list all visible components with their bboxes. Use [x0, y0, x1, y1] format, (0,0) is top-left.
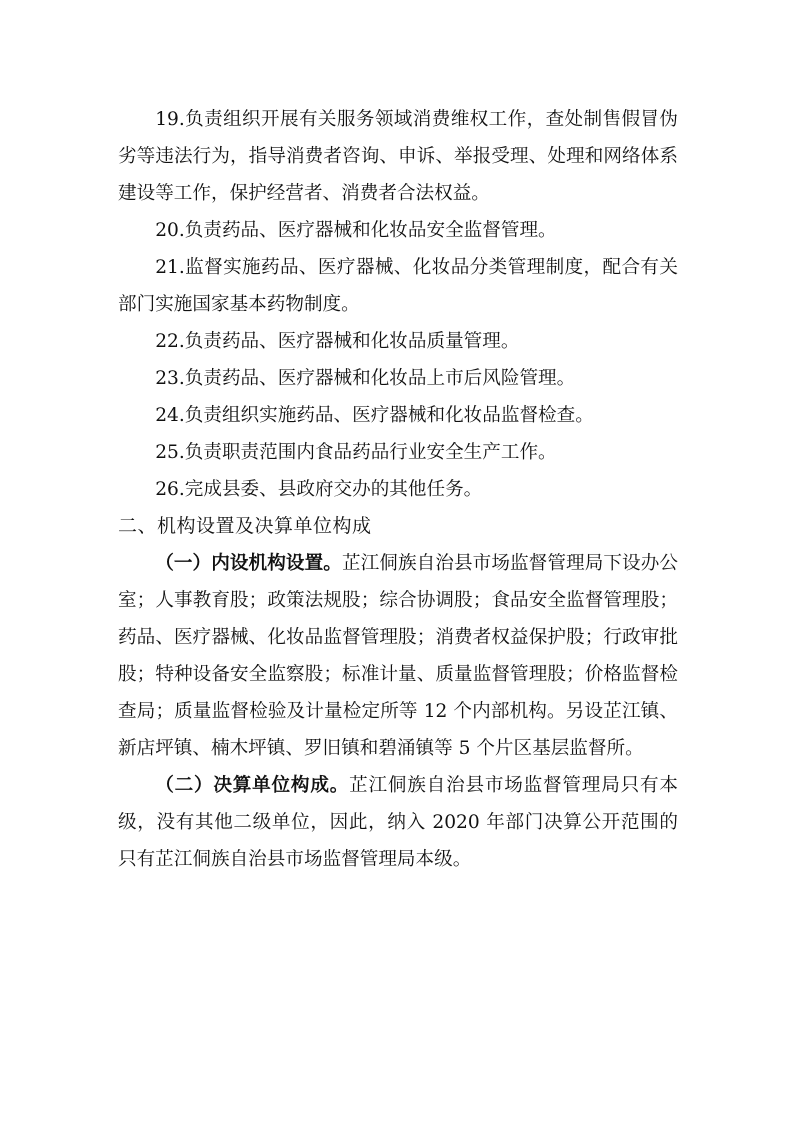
list-item: 23.负责药品、医疗器械和化妆品上市后风险管理。	[155, 368, 576, 389]
document-body	[118, 101, 678, 878]
subsection-text-2: 芷江侗族自治县市场监督管理局只有本级，没有其他二级单位，因此，纳入 2020 年部门决算公开范围的只有芷江侗族自治县市场监督管理局本级。	[118, 775, 678, 870]
list-item: 21.监督实施药品、医疗器械、化妆品分类管理制度，配合有关部门实施国家基本药物制度。	[118, 257, 678, 315]
subsection-title-1: （一）内设机构设置。	[155, 553, 342, 574]
list-item: 24.负责组织实施药品、医疗器械和化妆品监督检查。	[155, 405, 594, 426]
list-item: 26.完成县委、县政府交办的其他任务。	[155, 479, 483, 500]
list-item: 25.负责职责范围内食品药品行业安全生产工作。	[155, 442, 557, 463]
subsection-paragraph-1	[118, 545, 678, 767]
subsection-title-2: （二）决算单位构成。	[155, 775, 350, 796]
list-item: 22.负责药品、医疗器械和化妆品质量管理。	[155, 331, 520, 352]
subsection-paragraph-2	[118, 767, 678, 878]
list-item: 19.负责组织开展有关服务领域消费维权工作，查处制售假冒伪劣等违法行为，指导消费者咨询、申诉、举报受理、处理和网络体系建设等工作，保护经营者、消费者合法权益。	[118, 109, 678, 204]
list-item: 20.负责药品、医疗器械和化妆品安全监督管理。	[155, 220, 557, 241]
section-heading: 二、机构设置及决算单位构成	[118, 515, 372, 537]
subsection-text-1: 芷江侗族自治县市场监督管理局下设办公室；人事教育股；政策法规股；综合协调股；食品安全监督管理股；药品、医疗器械、化妆品监督管理股；消费者权益保护股；行政审批股；特种设备安全监察股；标准计量、质量监督管理股；价格监督检查局；质量监督检验及计量检定所等 12 个内部机构。另设芷江镇、新店坪镇、楠木坪镇、罗旧镇和碧涌镇等 5 个片区基层监督所。	[118, 553, 678, 759]
